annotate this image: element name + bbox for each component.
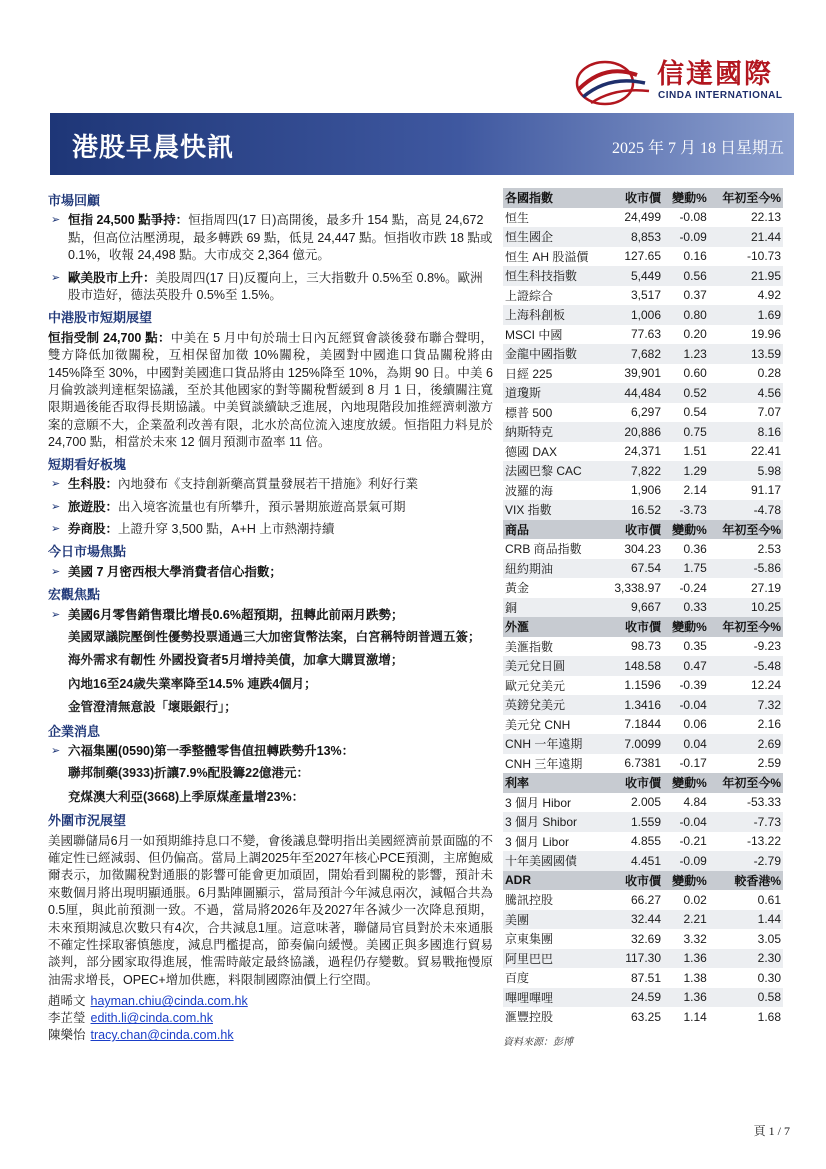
item-head: 券商股： [68, 521, 119, 536]
column-header: 年初至今% [709, 617, 783, 637]
outlook-text: 中美在 5 月中旬於瑞士日內瓦經貿會談後發布聯合聲明，雙方降低加徵關稅，互相保留加徵 10%關稅，美國對中國進口貨品關稅將由 145%降至 30%，中國對美國進口貨品將由 125%降至 10%，為期 90 日。中美 6 月倫敦談判達框架協議，至於其他國家的對等關稅暫緩到 8 月 1 日，後續關注寬限期過後能否取得長期協議。中美貿談續缺乏進展，內地現階段加推經濟刺激方案的意願不大，企業盈利改善有限，北水於高位流入速度放緩。恒指阻力料見於 24,700 點，相當於未來 12 個月預測市盈率 11 倍。 [48, 330, 493, 450]
table-cell: 1.1596 [624, 678, 662, 693]
section-title-focus: 今日市場焦點 [48, 544, 127, 560]
table-row [503, 247, 783, 267]
item-text: 出入境客流量也有所攀升，預示暑期旅遊高景氣可期 [118, 499, 406, 514]
table-cell: 66.27 [631, 892, 662, 907]
globe-icon [575, 57, 655, 107]
outlook-head: 恒指受制 24,700 點： [48, 330, 171, 345]
item-head: 歐美股市上升： [68, 270, 156, 285]
table-cell: 0.37 [683, 288, 707, 303]
page-title: 港股早晨快訊 [72, 132, 235, 162]
table-cell: 87.51 [631, 970, 662, 985]
table-header-row [503, 617, 783, 637]
item-head: 旅遊股： [68, 499, 119, 514]
column-header: 收市價 [603, 188, 663, 208]
table-cell: 0.28 [757, 366, 781, 381]
table-row [503, 461, 783, 481]
table-cell: 1,006 [603, 305, 663, 325]
table-cell: 1.68 [757, 1009, 781, 1024]
column-header: 收市價 [603, 617, 663, 637]
table-cell: 77.63 [631, 327, 662, 342]
instrument-name: 黃金 [505, 581, 530, 596]
table-row [503, 539, 783, 559]
column-header: 較香港% [709, 871, 783, 891]
table-cell: 6.7381 [624, 756, 662, 771]
instrument-name: VIX 指數 [503, 500, 603, 520]
instrument-name: 百度 [505, 971, 530, 986]
instrument-name: 美元兌 CNH [505, 717, 571, 732]
news-item: 聯邦制藥(3933)折讓7.9%配股籌22億港元： [68, 766, 310, 781]
section-title-macro: 宏觀焦點 [48, 587, 101, 603]
commentary-column [48, 188, 493, 1044]
table-cell: 0.47 [663, 656, 709, 676]
table-cell: -53.33 [746, 795, 781, 810]
table-cell: 22.13 [750, 210, 781, 225]
table-row [503, 403, 783, 423]
logo-name-en: CINDA INTERNATIONAL [658, 90, 783, 101]
table-cell: 10.25 [709, 598, 783, 618]
table-cell: 7.32 [709, 695, 783, 715]
table-cell: 1.36 [663, 949, 709, 969]
instrument-name: 上海科創板 [503, 305, 603, 325]
table-cell: 3,517 [631, 288, 662, 303]
table-cell: 7.0099 [603, 734, 663, 754]
item-text: 上證升穿 3,500 點，A+H 上市熱潮持續 [118, 521, 335, 536]
table-cell: -0.04 [663, 695, 709, 715]
table-cell: 0.16 [683, 249, 707, 264]
column-header: 各國指數 [503, 188, 603, 208]
item-text: 美國6月零售銷售環比增長0.6%超預期，扭轉此前兩月跌勢； [68, 607, 404, 622]
table-cell: 0.60 [683, 366, 707, 381]
table-row [503, 734, 783, 754]
table-cell: 1.51 [683, 444, 707, 459]
contact-email-link[interactable]: edith.li@cinda.com.hk [90, 1011, 213, 1026]
contact-name: 陳樂怡 [48, 1028, 86, 1043]
table-cell: -7.73 [709, 812, 783, 832]
table-row [503, 949, 783, 969]
table-cell: 0.04 [663, 734, 709, 754]
instrument-name: MSCI 中國 [505, 327, 563, 342]
table-cell: -0.39 [679, 678, 707, 693]
contact-email-link[interactable]: hayman.chiu@cinda.com.hk [90, 994, 248, 1009]
instrument-name: 恒生國企 [503, 227, 603, 247]
table-cell: 127.65 [624, 249, 662, 264]
instrument-name: 上證綜合 [505, 288, 554, 303]
section-title-corporate: 企業消息 [48, 723, 101, 739]
column-header: 利率 [503, 773, 603, 793]
list-item [48, 521, 493, 538]
table-row [503, 754, 783, 774]
instrument-name: 道瓊斯 [503, 383, 603, 403]
item-text: 內地發布《支持創新藥高質量發展若干措施》利好行業 [118, 477, 419, 492]
table-cell: 19.96 [750, 327, 781, 342]
table-cell: 2.69 [709, 734, 783, 754]
table-cell: -5.48 [709, 656, 783, 676]
table-cell: 2.005 [631, 795, 662, 810]
table-row [503, 559, 783, 579]
table-header-row [503, 773, 783, 793]
instrument-name: 德國 DAX [505, 444, 558, 459]
table-cell: 2.14 [683, 483, 707, 498]
item-text: 美股周四(17 日)反覆向上，三大指數升 0.5%至 0.8%。歐洲股市造好，德法英股升 0.5%至 1.5%。 [68, 270, 483, 303]
arrow-bullet-icon: ➢ [51, 500, 61, 513]
table-cell: 1.75 [663, 559, 709, 579]
table-row [503, 968, 783, 988]
table-cell: 1.38 [683, 970, 707, 985]
table-cell: 9,667 [603, 598, 663, 618]
arrow-bullet-icon: ➢ [51, 214, 61, 227]
table-cell: 0.33 [663, 598, 709, 618]
instrument-name: 美滙指數 [505, 639, 554, 654]
instrument-name: 十年美國國債 [503, 851, 603, 871]
section-title-sectors: 短期看好板塊 [48, 456, 127, 472]
table-row [503, 266, 783, 286]
column-header: 變動% [663, 188, 709, 208]
arrow-bullet-icon: ➢ [51, 565, 61, 578]
table-row [503, 227, 783, 247]
item-head: 生科股： [68, 477, 119, 492]
table-cell: 5.98 [709, 461, 783, 481]
contact-email-link[interactable]: tracy.chan@cinda.com.hk [90, 1028, 234, 1043]
table-cell: -9.23 [753, 639, 781, 654]
instrument-name: 3 個月 Shibor [503, 812, 603, 832]
column-header: 收市價 [603, 871, 663, 891]
market-data-panel [503, 188, 783, 1048]
instrument-name: 3 個月 Libor [505, 834, 570, 849]
arrow-bullet-icon: ➢ [51, 478, 61, 491]
table-row [503, 481, 783, 501]
logo-name-cn: 信達國際 [657, 59, 773, 89]
table-cell: 21.95 [709, 266, 783, 286]
instrument-name: 滙豐控股 [505, 1010, 554, 1025]
arrow-bullet-icon: ➢ [51, 522, 61, 535]
arrow-bullet-icon: ➢ [51, 608, 61, 621]
instrument-name: 嗶哩嗶哩 [503, 988, 603, 1008]
list-item [48, 270, 493, 305]
overseas-paragraph: 美國聯儲局6月一如預期維持息口不變，會後議息聲明指出美國經濟前景面臨的不確定性已經減弱、但仍偏高。當局上調2025年至2027年核心PCE預測，主席鮑威爾表示，加徵關稅對通脹的影響可能會更加頑固，開始看到關稅的影響，預計未來數個月將出現明顯通脹。6月點陣圖顯示，當局預計今年減息兩次，減幅合共為0.5厘，與此前預測一致。不過，當局將2026年及2027年各減少一次降息預期，未來預期減息次數只有4次，合共減息1厘。這意味著，聯儲局官員對於未來通脹不確定性採取審慎態度，減息門檻提高，節奏偏向緩慢。美國正與多國進行貿易談判，部分國家取得進展，惟需時敲定最終協議，過程仍存變數。貿易戰拖慢原油需求增長，OPEC+增加供應，料限制國際油價上行空間。 [48, 833, 493, 987]
table-cell: 16.52 [603, 500, 663, 520]
table-cell: 0.02 [683, 892, 707, 907]
instrument-name: 日經 225 [505, 366, 553, 381]
column-header: 變動% [663, 773, 709, 793]
table-row [503, 208, 783, 228]
column-header: 收市價 [603, 773, 663, 793]
column-header: 年初至今% [709, 773, 783, 793]
table-cell: 5,449 [603, 266, 663, 286]
table-row [503, 715, 783, 735]
table-cell: -13.22 [746, 834, 781, 849]
table-row [503, 578, 783, 598]
table-row [503, 305, 783, 325]
table-cell: 0.80 [663, 305, 709, 325]
table-row [503, 364, 783, 384]
table-cell: 304.23 [624, 541, 662, 556]
table-header-row [503, 520, 783, 540]
table-cell: 148.58 [603, 656, 663, 676]
table-cell: 117.30 [603, 949, 663, 969]
table-cell: 98.73 [631, 639, 662, 654]
table-cell: 8.16 [709, 422, 783, 442]
section-title-overseas: 外圍市況展望 [48, 813, 127, 829]
instrument-name: CNH 三年遠期 [505, 756, 583, 771]
instrument-name: 京東集團 [505, 932, 554, 947]
table-cell: -0.08 [679, 210, 707, 225]
table-row [503, 286, 783, 306]
table-cell: 63.25 [631, 1009, 662, 1024]
table-cell: -0.21 [679, 834, 707, 849]
table-cell: 0.56 [663, 266, 709, 286]
table-cell: 0.52 [663, 383, 709, 403]
table-row [503, 910, 783, 930]
column-header: 變動% [663, 871, 709, 891]
instrument-name: CRB 商品指數 [505, 542, 582, 557]
instrument-name: 銅 [503, 598, 603, 618]
column-header: 外滙 [503, 617, 603, 637]
outlook-paragraph [48, 330, 493, 452]
column-header: 商品 [503, 520, 603, 540]
column-header: 收市價 [603, 520, 663, 540]
item-text: 恒指周四(17 日)高開後，最多升 154 點，高見 24,672 點，但高位沽壓湧現，最多轉跌 69 點，低見 24,447 點。恒指收市跌 18 點或 0.1%，收報 24,498 點。大市成交 2,364 億元。 [68, 213, 493, 263]
section-title-outlook: 中港股市短期展望 [48, 310, 153, 326]
list-item [48, 564, 493, 581]
table-cell: 0.06 [683, 717, 707, 732]
instrument-name: 騰訊控股 [505, 893, 554, 908]
table-cell: -0.09 [663, 227, 709, 247]
table-cell: 20,886 [603, 422, 663, 442]
table-row [503, 383, 783, 403]
table-cell: -0.09 [663, 851, 709, 871]
instrument-name: 法國巴黎 CAC [503, 461, 603, 481]
table-cell: 0.58 [709, 988, 783, 1008]
table-cell: 2.30 [709, 949, 783, 969]
table-cell: 1,906 [631, 483, 662, 498]
table-cell: 0.36 [683, 541, 707, 556]
table-cell: 7,822 [603, 461, 663, 481]
instrument-name: 波羅的海 [505, 483, 554, 498]
table-cell: 1.36 [663, 988, 709, 1008]
contact-row [48, 993, 493, 1010]
table-cell: -0.04 [663, 812, 709, 832]
table-row [503, 656, 783, 676]
column-header: ADR [503, 871, 603, 891]
table-cell: 7,682 [603, 344, 663, 364]
table-cell: 21.44 [709, 227, 783, 247]
instrument-name: 美團 [503, 910, 603, 930]
contact-name: 趙晞文 [48, 994, 86, 1009]
table-row [503, 832, 783, 852]
report-date: 2025 年 7 月 18 日星期五 [611, 140, 784, 157]
table-cell: 12.24 [750, 678, 781, 693]
table-cell: 0.75 [663, 422, 709, 442]
instrument-name: 恒生科技指數 [503, 266, 603, 286]
news-item: 海外需求有韌性 外國投資者5月增持美債，加拿大購買激增； [68, 653, 404, 668]
instrument-name: 金龍中國指數 [503, 344, 603, 364]
data-source-note: 資料來源：彭博 [503, 1036, 573, 1048]
column-header: 變動% [663, 520, 709, 540]
table-row [503, 851, 783, 871]
table-cell: 6,297 [631, 405, 662, 420]
table-cell: -10.73 [746, 249, 781, 264]
table-cell: 4.56 [709, 383, 783, 403]
table-cell: 7.1844 [624, 717, 662, 732]
table-cell: 2.21 [663, 910, 709, 930]
contact-row [48, 1010, 493, 1027]
instrument-name: 美元兌日圓 [503, 656, 603, 676]
table-row [503, 442, 783, 462]
instrument-name: 恒生 [505, 210, 530, 225]
table-cell: 32.44 [603, 910, 663, 930]
instrument-name: CNH 一年遠期 [503, 734, 603, 754]
table-cell: 0.20 [683, 327, 707, 342]
cinda-logo [575, 57, 785, 107]
column-header: 年初至今% [709, 520, 783, 540]
table-cell: 91.17 [750, 483, 781, 498]
table-cell: 0.30 [757, 970, 781, 985]
table-cell: 67.54 [603, 559, 663, 579]
section-title-market-review: 市場回顧 [48, 193, 101, 208]
table-cell: 4.451 [603, 851, 663, 871]
table-cell: 1.23 [663, 344, 709, 364]
table-cell: 32.69 [631, 931, 662, 946]
table-cell: 4.84 [683, 795, 707, 810]
table-cell: 0.54 [683, 405, 707, 420]
table-cell: 4.855 [631, 834, 662, 849]
table-cell: 44,484 [603, 383, 663, 403]
instrument-name: 阿里巴巴 [503, 949, 603, 969]
table-header-row [503, 871, 783, 891]
contact-row [48, 1027, 493, 1044]
instrument-name: 3 個月 Hibor [505, 795, 572, 810]
table-cell: 22.41 [750, 444, 781, 459]
item-text: 美國 7 月密西根大學消費者信心指數； [68, 564, 282, 579]
table-cell: 24,499 [624, 210, 662, 225]
table-row [503, 793, 783, 813]
instrument-name: 納斯特克 [503, 422, 603, 442]
table-row [503, 598, 783, 618]
table-cell: 7.07 [757, 405, 781, 420]
table-row [503, 1007, 783, 1027]
item-text: 六福集團(0590)第一季整體零售值扭轉跌勢升13%： [68, 743, 355, 758]
table-cell: 1.44 [709, 910, 783, 930]
table-cell: 8,853 [603, 227, 663, 247]
table-cell: 3.32 [683, 931, 707, 946]
title-banner [50, 113, 794, 175]
table-cell: 1.559 [603, 812, 663, 832]
instrument-name: 歐元兌美元 [505, 678, 566, 693]
table-cell: 1.14 [683, 1009, 707, 1024]
list-item [48, 476, 493, 493]
instrument-name: 紐約期油 [503, 559, 603, 579]
list-item [48, 743, 493, 760]
table-cell: -2.79 [709, 851, 783, 871]
table-row [503, 695, 783, 715]
table-cell: 3.05 [757, 931, 781, 946]
table-cell: -0.17 [679, 756, 707, 771]
table-header-row [503, 188, 783, 208]
arrow-bullet-icon: ➢ [51, 744, 61, 757]
table-cell: 27.19 [750, 580, 781, 595]
table-row [503, 890, 783, 910]
table-cell: 2.16 [757, 717, 781, 732]
page-number: 頁 1 / 7 [753, 1124, 790, 1138]
arrow-bullet-icon: ➢ [51, 271, 61, 284]
instrument-name: 恒生 AH 股溢價 [505, 249, 589, 264]
item-head: 恒指 24,500 點爭持： [68, 213, 189, 228]
table-row [503, 637, 783, 657]
table-row [503, 344, 783, 364]
table-cell: 24.59 [603, 988, 663, 1008]
table-cell: -0.24 [679, 580, 707, 595]
contact-name: 李芷瑩 [48, 1011, 86, 1026]
table-cell: -4.78 [709, 500, 783, 520]
table-cell: 0.61 [757, 892, 781, 907]
table-cell: -3.73 [663, 500, 709, 520]
market-data-table [503, 188, 783, 1027]
table-cell: 1.29 [663, 461, 709, 481]
table-cell: 13.59 [709, 344, 783, 364]
table-cell: 4.92 [757, 288, 781, 303]
news-item: 金管澄清無意設「壞賬銀行」； [68, 700, 237, 715]
list-item [48, 607, 493, 624]
table-row [503, 325, 783, 345]
table-cell: 3,338.97 [614, 580, 662, 595]
table-cell: 1.3416 [603, 695, 663, 715]
table-cell: 0.35 [683, 639, 707, 654]
instrument-name: 英鎊兌美元 [503, 695, 603, 715]
table-row [503, 676, 783, 696]
table-row [503, 500, 783, 520]
table-cell: -5.86 [709, 559, 783, 579]
table-cell: 2.59 [757, 756, 781, 771]
table-cell: 24,371 [624, 444, 662, 459]
table-cell: 1.69 [709, 305, 783, 325]
table-cell: 39,901 [624, 366, 662, 381]
column-header: 年初至今% [709, 188, 783, 208]
news-item: 美國眾議院壓倒性優勢投票通過三大加密貨幣法案，白宮稱特朗普週五簽； [68, 629, 481, 644]
news-item: 兗煤澳大利亞(3668)上季原煤產量增23%： [68, 789, 305, 804]
table-row [503, 929, 783, 949]
list-item [48, 499, 493, 516]
table-row [503, 812, 783, 832]
instrument-name: 標普 500 [505, 405, 553, 420]
table-row [503, 988, 783, 1008]
table-cell: 2.53 [757, 541, 781, 556]
table-row [503, 422, 783, 442]
list-item [48, 212, 493, 264]
news-item: 內地16至24歲失業率降至14.5% 連跌4個月； [68, 676, 317, 691]
column-header: 變動% [663, 617, 709, 637]
